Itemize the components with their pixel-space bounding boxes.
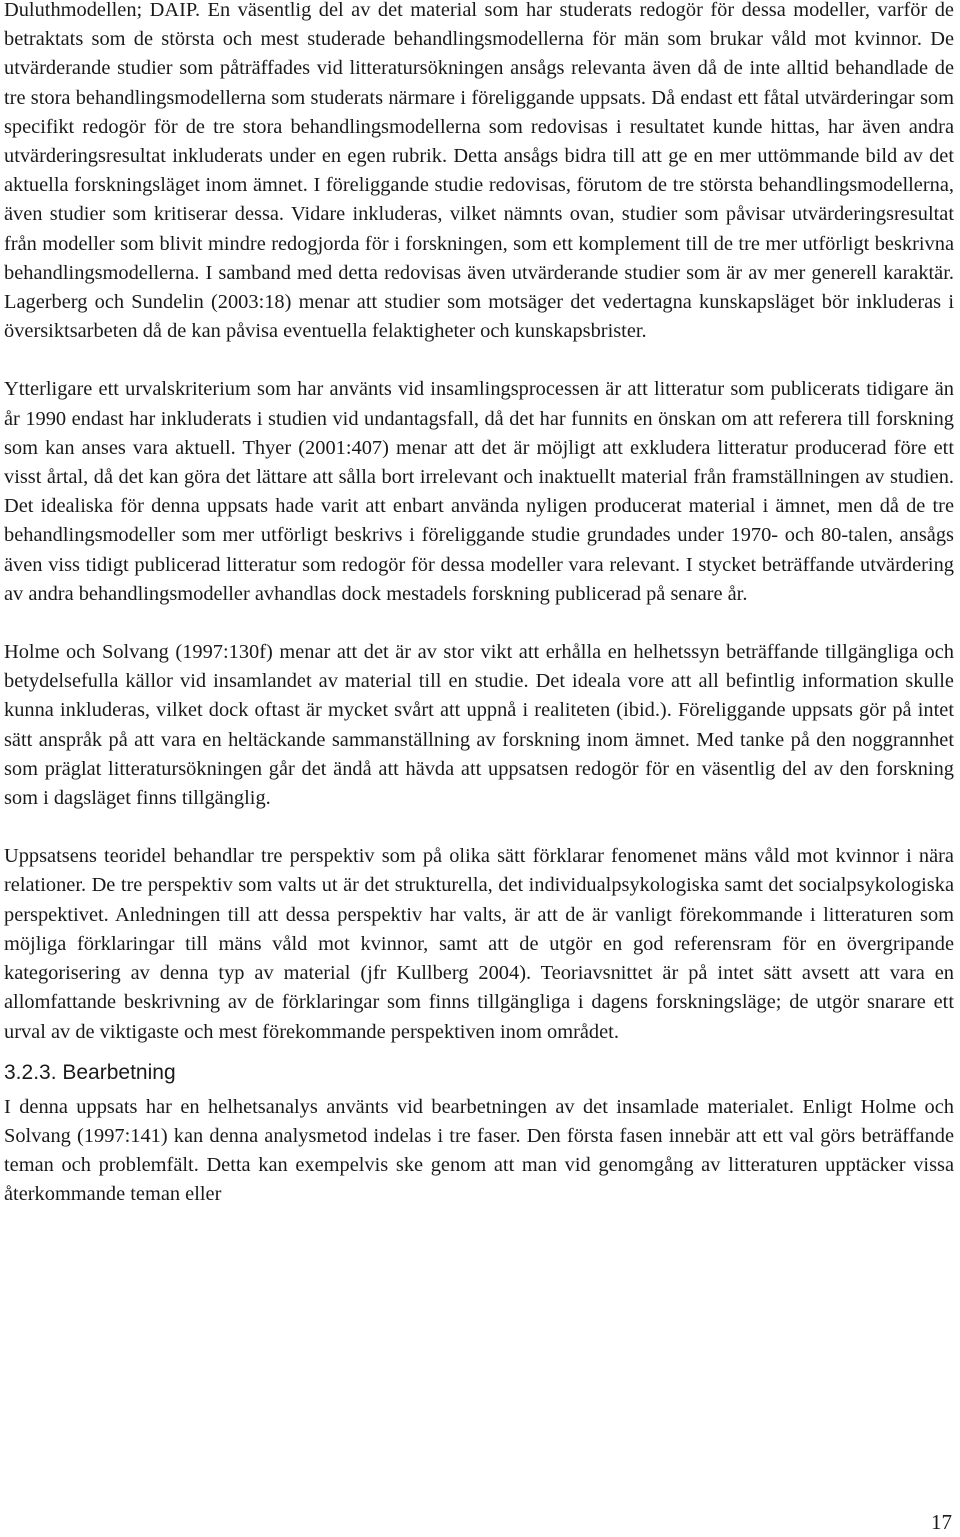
document-page [4,0,954,1210]
body-paragraph-3: Holme och Solvang (1997:130f) menar att det är av stor vikt att erhålla en helhetssyn beträffande tillgängliga och betydelsefulla källor vid insamlandet av material till en studie. Det ideala vore att all befintlig information skulle kunna inkluderas, vilket dock oftast är mycket svårt att uppnå i realiteten (ibid.). Föreliggande uppsats gör på intet sätt anspråk på att vara en heltäckande sammanställning av forskning inom ämnet. Med tanke på den noggrannhet som präglat litteratursökningen går det ändå att hävda att uppsatsen redogör för en väsentlig del av den forskning som i dagsläget finns tillgänglig. [4,641,954,810]
section-heading-bearbetning: 3.2.3. Bearbetning [4,1060,176,1084]
body-paragraph-1: Duluthmodellen; DAIP. En väsentlig del av det material som har studerats redogör för dessa modeller, varför de betraktats som de största och mest studerade behandlingsmodellerna för män som brukar våld mot kvinnor. De utvärderande studier som påträffades vid litteratursökningen ansågs relevanta även då de inte alltid behandlade de tre stora behandlingsmodellerna som studerats närmare i föreliggande uppsats. Då endast ett fåtal utvärderingar som specifikt redogör för de tre stora behandlingsmodellerna som redovisas i resultatet kunde hittas, har även andra utvärderingsresultat inkluderats under en egen rubrik. Detta ansågs bidra till att ge en mer uttömmande bild av det aktuella forskningsläget inom ämnet. I föreliggande studie redovisas, förutom de tre största behandlingsmodellerna, även studier som kritiserar dessa. Vidare inkluderas, vilket nämnts ovan, studier som påvisar utvärderingsresultat från modeller som blivit mindre redogjorda för i forskningen, som ett komplement till de tre mer utförligt beskrivna behandlingsmodellerna. I samband med detta redovisas även utvärderande studier som är av mer generell karaktär. Lagerberg och Sundelin (2003:18) menar att studier som motsäger det vedertagna kunskapsläget bör inkluderas i översiktsarbeten då de kan påvisa eventuella felaktigheter och kunskapsbrister. [4,0,954,343]
body-paragraph-2: Ytterligare ett urvalskriterium som har använts vid insamlingsprocessen är att litteratur som publicerats tidigare än år 1990 endast har inkluderats i studien vid undantagsfall, då det har funnits en önskan om att referera till forskning som kan anses vara aktuell. Thyer (2001:407) menar att det är möjligt att exkludera litteratur producerad före ett visst årtal, då det kan göra det lättare att sålla bort irrelevant och inaktuellt material från framställningen av studien. Det idealiska för denna uppsats hade varit att enbart använda nyligen producerat material i ämnet, men då de tre behandlingsmodeller som mer utförligt beskrivs i föreliggande studie grundades under 1970- och 80-talen, ansågs även viss tidigt publicerad litteratur som redogör för dessa modeller vara relevant. I stycket beträffande utvärdering av andra behandlingsmodeller avhandlas dock mestadels forskning publicerad på senare år. [4,378,954,605]
page-number: 17 [931,1510,952,1534]
section-paragraph: I denna uppsats har en helhetsanalys använts vid bearbetningen av det insamlade materialet. Enligt Holme och Solvang (1997:141) kan denna analysmetod indelas i tre faser. Den första fasen innebär att ett val görs beträffande teman och problemfält. Detta kan exempelvis ske genom att man vid genomgång av litteraturen upptäcker vissa återkommande teman eller [4,1095,954,1206]
body-paragraph-4: Uppsatsens teoridel behandlar tre perspektiv som på olika sätt förklarar fenomenet mäns våld mot kvinnor i nära relationer. De tre perspektiv som valts ut är det strukturella, det individualpsykologiska samt det socialpsykologiska perspektivet. Anledningen till att dessa perspektiv har valts, är att de är vanligt förekommande i litteraturen som möjliga förklaringar till mäns våld mot kvinnor, samt att de utgör en god referensram för en övergripande kategorisering av denna typ av material (jfr Kullberg 2004). Teoriavsnittet är på intet sätt avsett att vara en allomfattande beskrivning av de förklaringar som finns tillgängliga i dagens forskningsläge; de utgör snarare ett urval av de viktigaste och mest förekommande perspektiven inom området. [4,845,954,1043]
